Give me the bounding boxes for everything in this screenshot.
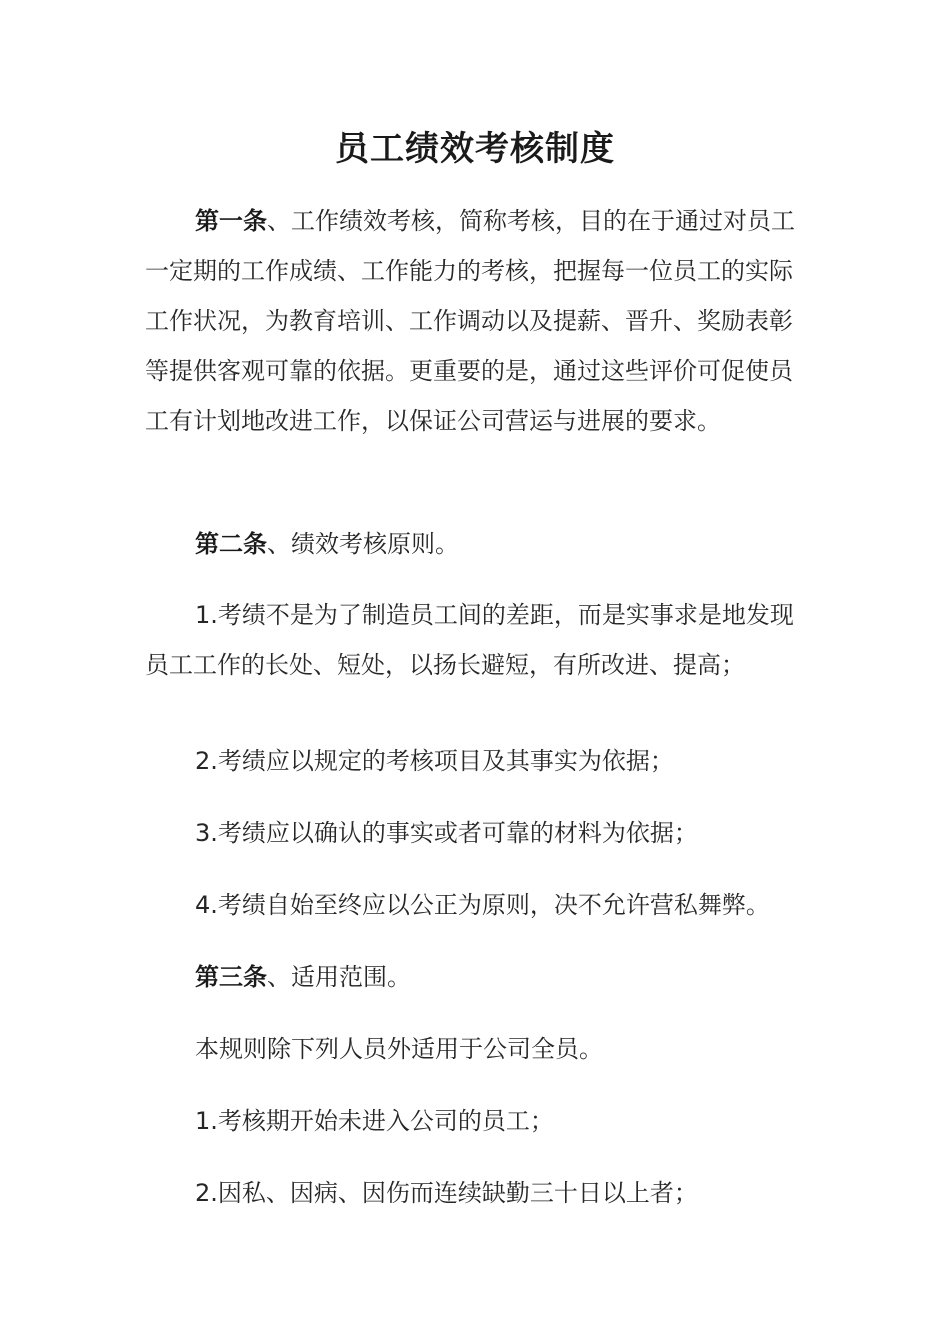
article-2-item-1: 1.考绩不是为了制造员工间的差距，而是实事求是地发现员工工作的长处、短处，以扬长避短，有所改进、提高； [145, 601, 794, 679]
article-3-intro: 本规则除下列人员外适用于公司全员。 [195, 1035, 603, 1063]
article-3-item-1: 1.考核期开始未进入公司的员工； [195, 1107, 554, 1135]
article-2-item-4: 4.考绩自始至终应以公正为原则，决不允许营私舞弊。 [195, 891, 770, 919]
article-3-heading: 第三条 [195, 963, 267, 991]
article-1-paragraph [145, 196, 805, 446]
article-3-item-2: 2.因私、因病、因伤而连续缺勤三十日以上者； [195, 1179, 698, 1207]
article-1-heading: 第一条 [195, 207, 267, 235]
document-title: 员工绩效考核制度 [335, 129, 615, 169]
article-3-text: 、适用范围。 [267, 963, 411, 991]
article-2-heading: 第二条 [195, 530, 267, 558]
article-2-paragraph [195, 526, 459, 562]
article-2-item-2: 2.考绩应以规定的考核项目及其事实为依据； [195, 747, 674, 775]
article-3-paragraph [195, 959, 411, 995]
article-2-text: 、绩效考核原则。 [267, 530, 459, 558]
article-2-item-3: 3.考绩应以确认的事实或者可靠的材料为依据； [195, 819, 698, 847]
article-1-text: 、工作绩效考核，简称考核，目的在于通过对员工一定期的工作成绩、工作能力的考核，把握每一位员工的实际工作状况，为教育培训、工作调动以及提薪、晋升、奖励表彰等提供客观可靠的依据。更重要的是，通过这些评价可促使员工有计划地改进工作，以保证公司营运与进展的要求。 [145, 207, 795, 435]
